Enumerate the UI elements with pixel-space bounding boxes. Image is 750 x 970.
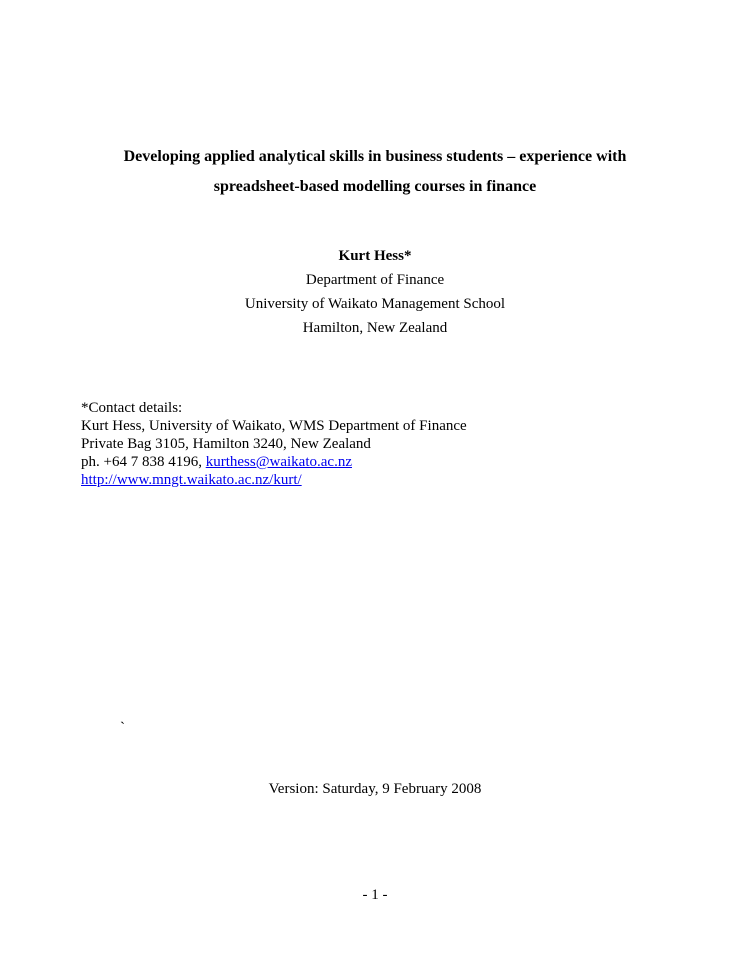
author-location: Hamilton, New Zealand	[302, 320, 448, 336]
contact-details	[81, 399, 467, 489]
contact-phone: ph. +64 7 838 4196,	[81, 454, 206, 470]
paper-title-line-2: spreadsheet-based modelling courses in finance	[213, 178, 537, 195]
contact-phone-line	[81, 453, 467, 471]
contact-heading: *Contact details:	[81, 400, 183, 416]
stray-mark: `	[120, 720, 125, 736]
contact-line-2: Private Bag 3105, Hamilton 3240, New Zealand	[81, 436, 371, 452]
contact-url-line	[81, 471, 467, 489]
page-number: - 1 -	[362, 887, 388, 903]
author-school: University of Waikato Management School	[244, 296, 506, 312]
contact-line-1: Kurt Hess, University of Waikato, WMS Department of Finance	[81, 418, 467, 434]
author-block	[0, 244, 750, 340]
website-link[interactable]: http://www.mngt.waikato.ac.nz/kurt/	[81, 472, 302, 488]
author-department: Department of Finance	[305, 272, 445, 288]
version-line: Version: Saturday, 9 February 2008	[268, 781, 482, 797]
paper-title-line-1: Developing applied analytical skills in business students – experience with	[123, 148, 627, 165]
author-name: Kurt Hess*	[338, 248, 412, 264]
email-link[interactable]: kurthess@waikato.ac.nz	[205, 454, 352, 470]
